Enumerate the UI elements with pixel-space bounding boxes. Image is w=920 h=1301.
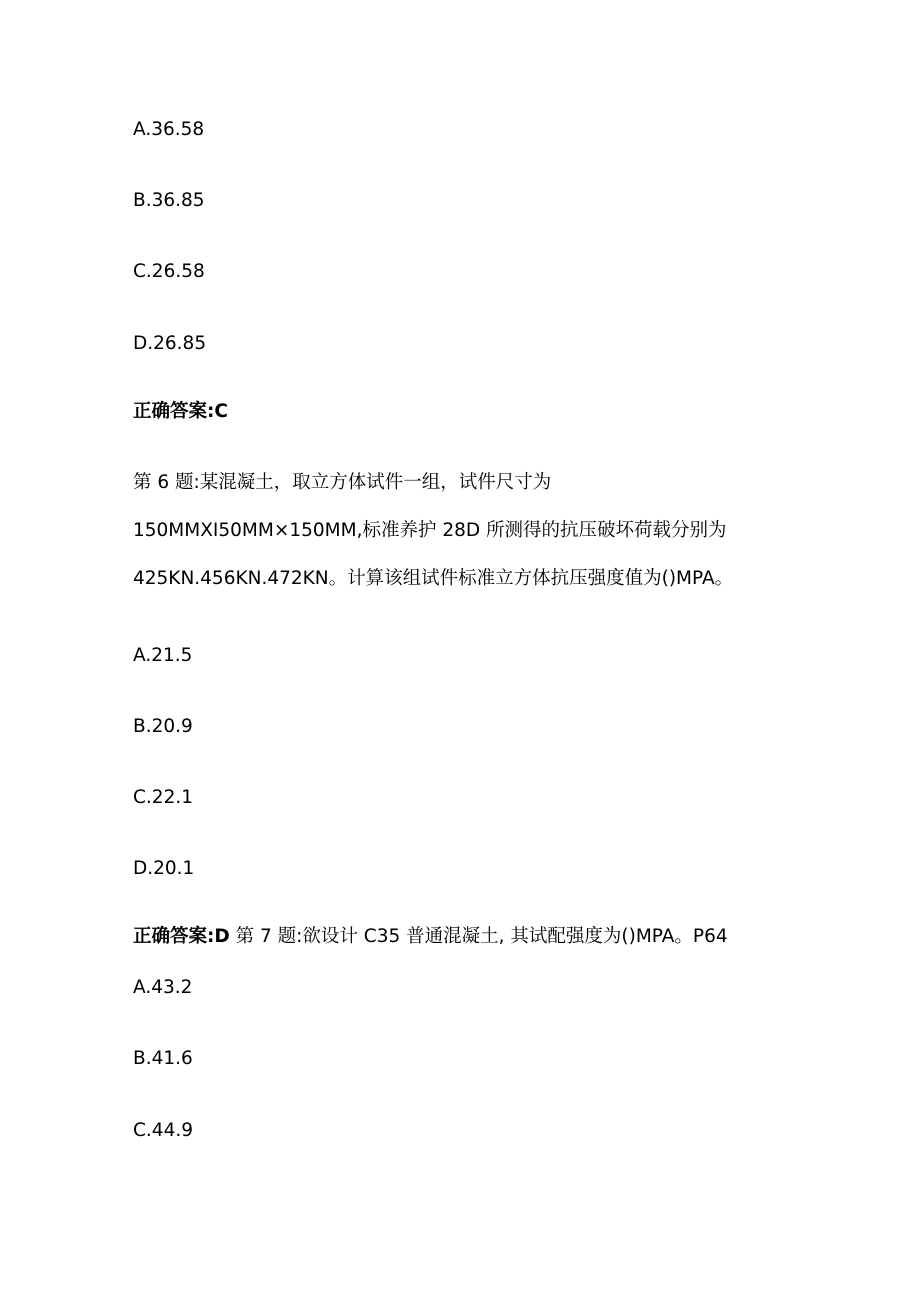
q6-answer-inline: 正确答案:D bbox=[133, 926, 230, 947]
q6-question-line-2: 150MMXI50MM×150MM,标准养护 28D 所测得的抗压破坏荷载分别为 bbox=[133, 520, 727, 541]
q6-answer-q7-line bbox=[133, 925, 728, 949]
q7-option-b: B.41.6 bbox=[133, 1048, 193, 1069]
q6-question-line-3: 425KN.456KN.472KN。计算该组试件标准立方体抗压强度值为()MPA。 bbox=[133, 568, 734, 589]
q6-option-d: D.20.1 bbox=[133, 858, 195, 879]
q7-option-c: C.44.9 bbox=[133, 1120, 193, 1141]
q5-answer: 正确答案:C bbox=[133, 401, 228, 422]
q7-question: 第 7 题:欲设计 C35 普通混凝土, 其试配强度为()MPA。P64 bbox=[229, 926, 728, 947]
q6-option-c: C.22.1 bbox=[133, 787, 193, 808]
q6-option-a: A.21.5 bbox=[133, 645, 193, 666]
q6-option-b: B.20.9 bbox=[133, 716, 193, 737]
q5-option-d: D.26.85 bbox=[133, 333, 207, 354]
q5-option-c: C.26.58 bbox=[133, 261, 205, 282]
q7-option-a: A.43.2 bbox=[133, 977, 193, 998]
q5-option-a: A.36.58 bbox=[133, 119, 205, 140]
q5-option-b: B.36.85 bbox=[133, 190, 205, 211]
q6-question-line-1: 第 6 题:某混凝土，取立方体试件一组，试件尺寸为 bbox=[133, 472, 552, 493]
